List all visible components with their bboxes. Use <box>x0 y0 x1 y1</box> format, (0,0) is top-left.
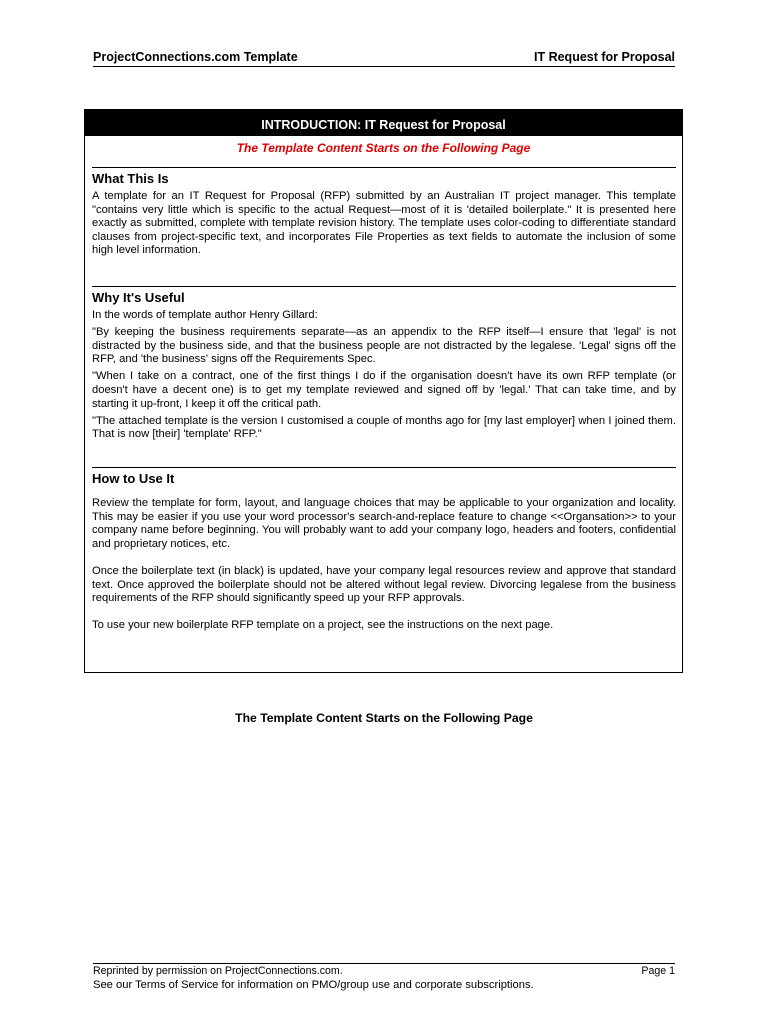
page-number: Page 1 <box>641 965 675 977</box>
header-left-title: ProjectConnections.com Template <box>93 50 298 64</box>
introduction-box <box>84 109 683 673</box>
section-paragraph: "By keeping the business requirements separate—as an appendix to the RFP itself—I ensure that 'legal' is not distracted by the business side, and that the business people are not distracted by the legalese. 'Legal' signs off the RFP, and 'the business' signs off the Requirements Spec. <box>92 326 676 366</box>
section-heading: Why It's Useful <box>92 290 185 305</box>
header-right-title: IT Request for Proposal <box>534 50 675 64</box>
section-how-to-use-it <box>92 467 676 647</box>
following-page-note: The Template Content Starts on the Following Page <box>235 711 533 725</box>
page-footer <box>93 963 675 992</box>
page-header <box>93 50 675 67</box>
footer-terms-text: See our Terms of Service for information on PMO/group use and corporate subscriptions. <box>93 979 534 991</box>
introduction-title: INTRODUCTION: IT Request for Proposal <box>85 110 682 136</box>
section-paragraph: "When I take on a contract, one of the first things I do if the organisation doesn't have its own RFP template (or doesn't have a decent one) is to get my template reviewed and signed off by 'legal.' That can take time, and by starting it up-front, I keep it off the critical path. <box>92 370 676 410</box>
section-paragraph: Review the template for form, layout, and language choices that may be applicable to your organization and locality. This may be easier if you use your word processor's search-and-replace feature to change <<Organsation>> to your company name before beginning. You will probably want to add your company logo, headers and footers, confidential and proprietary notices, etc. <box>92 497 676 550</box>
section-paragraph: Once the boilerplate text (in black) is updated, have your company legal resources review and approve that standard text. Once approved the boilerplate should not be altered without legal review. Divorcing legalese from the business requirements of the RFP should significantly speed up your RFP approvals. <box>92 564 676 605</box>
section-paragraph: In the words of template author Henry Gillard: <box>92 309 318 321</box>
introduction-subtitle: The Template Content Starts on the Following Page <box>236 141 531 155</box>
section-what-this-is <box>92 167 676 258</box>
footer-reprint-text: Reprinted by permission on ProjectConnections.com. <box>93 965 343 977</box>
section-paragraph: To use your new boilerplate RFP template on a project, see the instructions on the next page. <box>92 619 554 632</box>
section-heading: What This Is <box>92 171 169 186</box>
section-why-its-useful <box>92 286 676 445</box>
section-heading: How to Use It <box>92 471 175 486</box>
section-paragraph: A template for an IT Request for Proposal (RFP) submitted by an Australian IT project manager. This template "contains very little which is specific to the actual Request—most of it is 'detailed boilerplate." It is presented here exactly as submitted, complete with template revision history. The template uses color-coding to differentiate standard clauses from project-specific text, and incorporates File Properties as text fields to automate the inclusion of some high level information. <box>92 190 676 257</box>
section-paragraph: "The attached template is the version I customised a couple of months ago for [my last employer] when I joined them. That is now [their] 'template' RFP." <box>92 414 676 441</box>
